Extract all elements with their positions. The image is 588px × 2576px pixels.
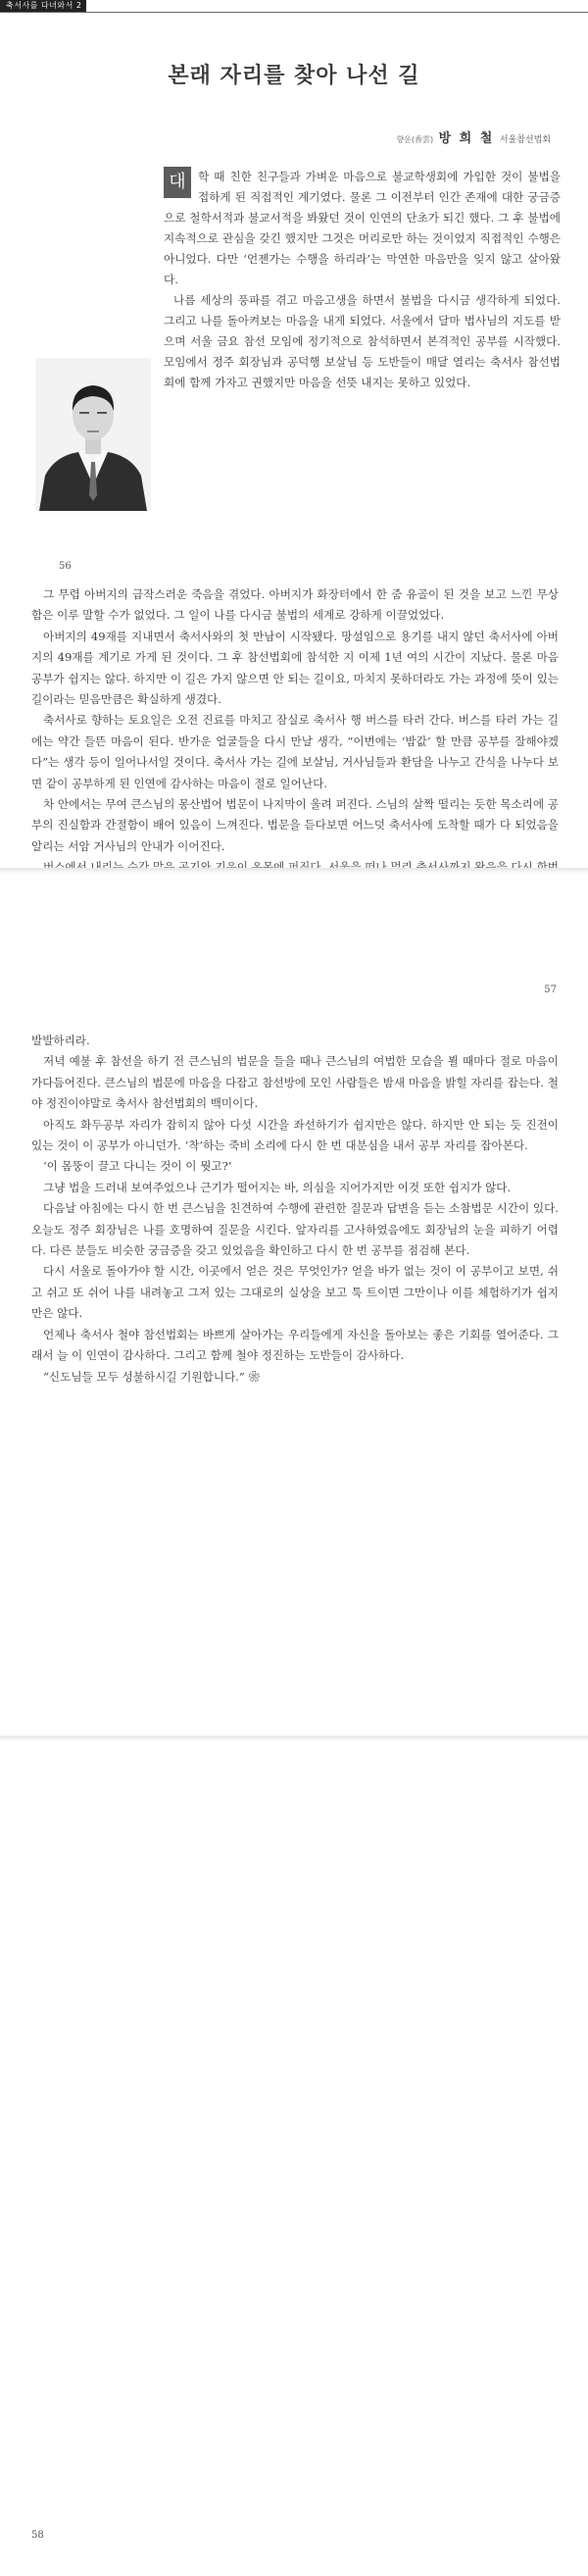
- article-title: 본래 자리를 찾아 나선 길: [168, 64, 420, 88]
- author-affiliation: 서울참선법회: [499, 135, 551, 145]
- body-column-2: [31, 1031, 559, 1388]
- intro-paragraph-2: 나름 세상의 풍파를 겪고 마음고생을 하면서 불법을 다시금 생각하게 되었다. 그리고 나를 돌아켜보는 마음을 내게 되었다. 서울에서 달마 법사님의 지도를 받으며 서울 금요 참선 모임에 정기적으로 참석하면서 본격적인 공부를 시작했다. 모임에서 정주 회장님과 공덕행 보살님 등 도반들이 매달 열리는 축서사 참선법회에 함께 가자고 권했지만 마음을 선뜻 내지는 못하고 있었다.: [164, 293, 561, 389]
- body-paragraph: 아버지의 49재를 지내면서 축서사와의 첫 만남이 시작됐다. 망설임으로 용기를 내지 않던 축서사에 아버지의 49재를 계기로 가게 된 것이다. 그 후 참선법회에 참석한 지 이제 1년 여의 시간이 지났다. 물론 마음 공부가 쉽지는 않다. 하지만 이 길은 가지 않으면 안 되는 길이요, 마치지 못하더라도 가는 과정에 뜻이 있는 길이라는 믿음만큼은 확실하게 생겼다.: [31, 629, 559, 707]
- series-tag: 축서사를 다녀와서 2: [0, 0, 86, 12]
- page-number: 58: [31, 2530, 44, 2541]
- body-paragraph: 다시 서울로 돌아가야 할 시간, 이곳에서 얻은 것은 무엇인가? 얻을 바가 없는 것이 이 공부이고 보면, 쉬고 쉬고 또 쉬어 나를 내려놓고 그저 있는 그대로의 실상을 보고 툭 트이면 그만이나 이를 체험하기가 쉽지만은 않다.: [31, 1264, 559, 1321]
- author-photo: [35, 358, 151, 511]
- body-paragraph: 그냥 법을 드러내 보여주었으나 근기가 떨어지는 바, 의심을 지어가지만 이것 또한 쉽지가 않다.: [43, 1180, 512, 1194]
- body-paragraph: 언제나 축서사 철야 참선법회는 바쁘게 살아가는 우리들에게 자신을 돌아보는 좋은 기회를 열어준다. 그래서 늘 이 인연이 감사하다. 그리고 함께 철야 정진하는 도반들이 감사하다.: [31, 1327, 559, 1363]
- body-paragraph: 아직도 화두공부 자리가 잡히지 않아 다섯 시간을 좌선하기가 쉽지만은 않다. 하지만 안 되는 듯 진전이 있는 것이 이 공부가 아니던가. ‘착’하는 죽비 소리에 다시 한 번 대분심을 내서 공부 자리를 잡아본다.: [31, 1117, 559, 1153]
- sheet-divider: [0, 1736, 588, 1742]
- body-paragraph: 차 안에서는 무여 큰스님의 몽산법어 법문이 나지막이 울려 퍼진다. 스님의 살짝 떨리는 듯한 목소리에 공부의 진실함과 간절함이 배어 있음이 느껴진다. 법문을 듣다보면 어느덧 축서사에 도착할 때가 다 되었음을 알리는 서암 거사님의 안내가 이어진다.: [31, 797, 559, 853]
- page-number: 57: [544, 985, 557, 995]
- body-continuation: 발발하리라.: [31, 1034, 90, 1047]
- author-portrait-icon: [35, 358, 151, 511]
- header-rule: [0, 12, 588, 13]
- body-paragraph: 축서사로 향하는 토요일은 오전 진료를 마치고 잠실로 축서사 행 버스를 타러 간다. 버스를 타러 가는 길에는 약간 들뜬 마음이 된다. 반가운 얼굴들을 다시 만날 생각, “이번에는 ‘밥값’ 할 만큼 공부를 잘해야겠다”는 생각 등이 일어나서일 것이다. 축서사 가는 길에 보살님, 거사님들과 환담을 나누고 간식을 나누다 보면 같이 공부하게 된 인연에 감사하는 마음이 절로 일어난다.: [31, 713, 559, 790]
- page-number: 56: [59, 561, 72, 572]
- intro-column: [164, 167, 561, 393]
- body-closing: “신도님들 모두 성불하시길 기원합니다.” ❀: [43, 1369, 261, 1384]
- byline: [396, 127, 551, 146]
- page-56: [0, 0, 588, 868]
- sheet-divider: [0, 868, 588, 874]
- drop-cap: 대: [164, 167, 191, 198]
- intro-paragraph-1: [164, 167, 561, 290]
- body-paragraph: 다음날 아침에는 다시 한 번 큰스님을 친견하여 수행에 관련한 질문과 답변을 듣는 소참법문 시간이 있다. 오늘도 정주 회장님은 나를 호명하여 질문을 시킨다. 앞자리를 고사하였음에도 회장님의 눈을 피하기 어렵다. 다른 분들도 비슷한 궁금증을 갖고 있었음을 확인하고 다시 한 번 공부를 점검해 본다.: [31, 1201, 559, 1258]
- body-paragraph: 그 무렵 아버지의 급작스러운 죽음을 겪었다. 아버지가 화장터에서 한 줌 유골이 된 것을 보고 느낀 무상함은 이루 말할 수가 없었다. 그 일이 나를 다시금 불법의 세계로 강하게 이끌었었다.: [31, 587, 559, 623]
- body-paragraph: 저녁 예불 후 참선을 하기 전 큰스님의 법문을 들을 때나 큰스님의 여법한 모습을 뵐 때마다 절로 마음이 가다듬어진다. 큰스님의 법문에 마음을 다잡고 참선방에 모인 사람들은 밤새 마음을 밝힐 자리를 잡는다. 철야 정진이야말로 축서사 참선법회의 백미이다.: [31, 1054, 559, 1111]
- intro-paragraph-1-text: 학 때 친한 친구들과 가벼운 마음으로 불교학생회에 가입한 것이 불법을 접하게 된 직접적인 계기였다. 물론 그 이전부터 인간 존재에 대한 궁금증으로 철학서적과 불교서적을 봐왔던 것이 인연의 단초가 되긴 했다. 그 후 불법에 지속적으로 관심을 갖긴 했지만 그것은 머리로만 하는 것이었지 직접적인 수행은 아니었다. 다만 ‘언젠가는 수행을 하리라’는 막연한 마음만을 잊지 않고 살아왔다.: [164, 170, 561, 286]
- page-58: [0, 1736, 588, 2576]
- author-name: 방 희 철: [438, 131, 495, 146]
- body-quote: ‘이 몸뚱이 끌고 다니는 것이 이 뭣고?’: [43, 1159, 232, 1174]
- author-role: 향운(香雲): [396, 135, 434, 144]
